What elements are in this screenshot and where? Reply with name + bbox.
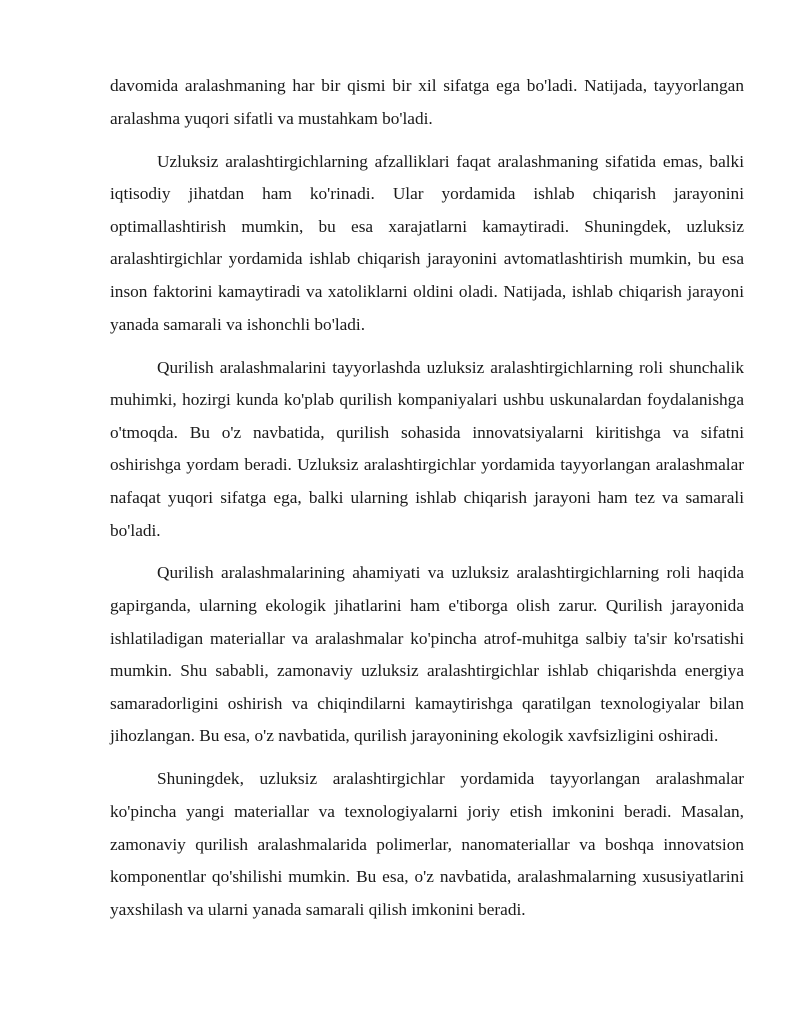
paragraph-continued: davomida aralashmaning har bir qismi bir xil sifatga ega bo'ladi. Natijada, tayyorlangan aralashma yuqori sifatli va mustahkam bo'ladi. — [110, 76, 744, 128]
paragraph-innovation: Shuningdek, uzluksiz aralashtirgichlar yordamida tayyorlangan aralashmalar ko'pincha yangi materiallar va texnologiyalarni joriy etish imkonini beradi. Masalan, zamonaviy qurilish aralashmalarida polimerlar, nanomateriallar va boshqa innovatsion komponentlar qo'shilishi mumkin. Bu esa, o'z navbatida, aralashmalarning xususiyatlarini yaxshilash va ularni yanada samarali qilish imkonini beradi. — [110, 769, 744, 919]
paragraph-ecology: Qurilish aralashmalarining ahamiyati va uzluksiz aralashtirgichlarning roli haqida gapirganda, ularning ekologik jihatlarini ham e'tiborga olish zarur. Qurilish jarayonida ishlatiladigan materiallar va aralashmalar ko'pincha atrof-muhitga salbiy ta'sir ko'rsatishi mumkin. Shu sababli, zamonaviy uzluksiz aralashtirgichlar ishlab chiqarishda energiya samaradorligini oshirish va chiqindilarni kamaytirishga qaratilgan texnologiyalar bilan jihozlangan. Bu esa, o'z navbatida, qurilish jarayonining ekologik xavfsizligini oshiradi. — [110, 563, 744, 746]
paragraph-advantages: Uzluksiz aralashtirgichlarning afzalliklari faqat aralashmaning sifatida emas, balki iqtisodiy jihatdan ham ko'rinadi. Ular yordamida ishlab chiqarish jarayonini optimallashtirish mumkin, bu esa xarajatlarni kamaytiradi. Shuningdek, uzluksiz aralashtirgichlar yordamida ishlab chiqarish jarayonini avtomatlashtirish mumkin, bu esa inson faktorini kamaytiradi va xatoliklarni oldini oladi. Natijada, ishlab chiqarish jarayoni yanada samarali va ishonchli bo'ladi. — [110, 151, 744, 334]
document-page — [110, 70, 744, 937]
paragraph-role: Qurilish aralashmalarini tayyorlashda uzluksiz aralashtirgichlarning roli shunchalik muhimki, hozirgi kunda ko'plab qurilish kompaniyalari ushbu uskunalardan foydalanishga o'tmoqda. Bu o'z navbatida, qurilish sohasida innovatsiyalarni kiritishga va sifatni oshirishga yordam beradi. Uzluksiz aralashtirgichlar yordamida tayyorlangan aralashmalar nafaqat yuqori sifatga ega, balki ularning ishlab chiqarish jarayoni ham tez va samarali bo'ladi. — [110, 357, 744, 540]
